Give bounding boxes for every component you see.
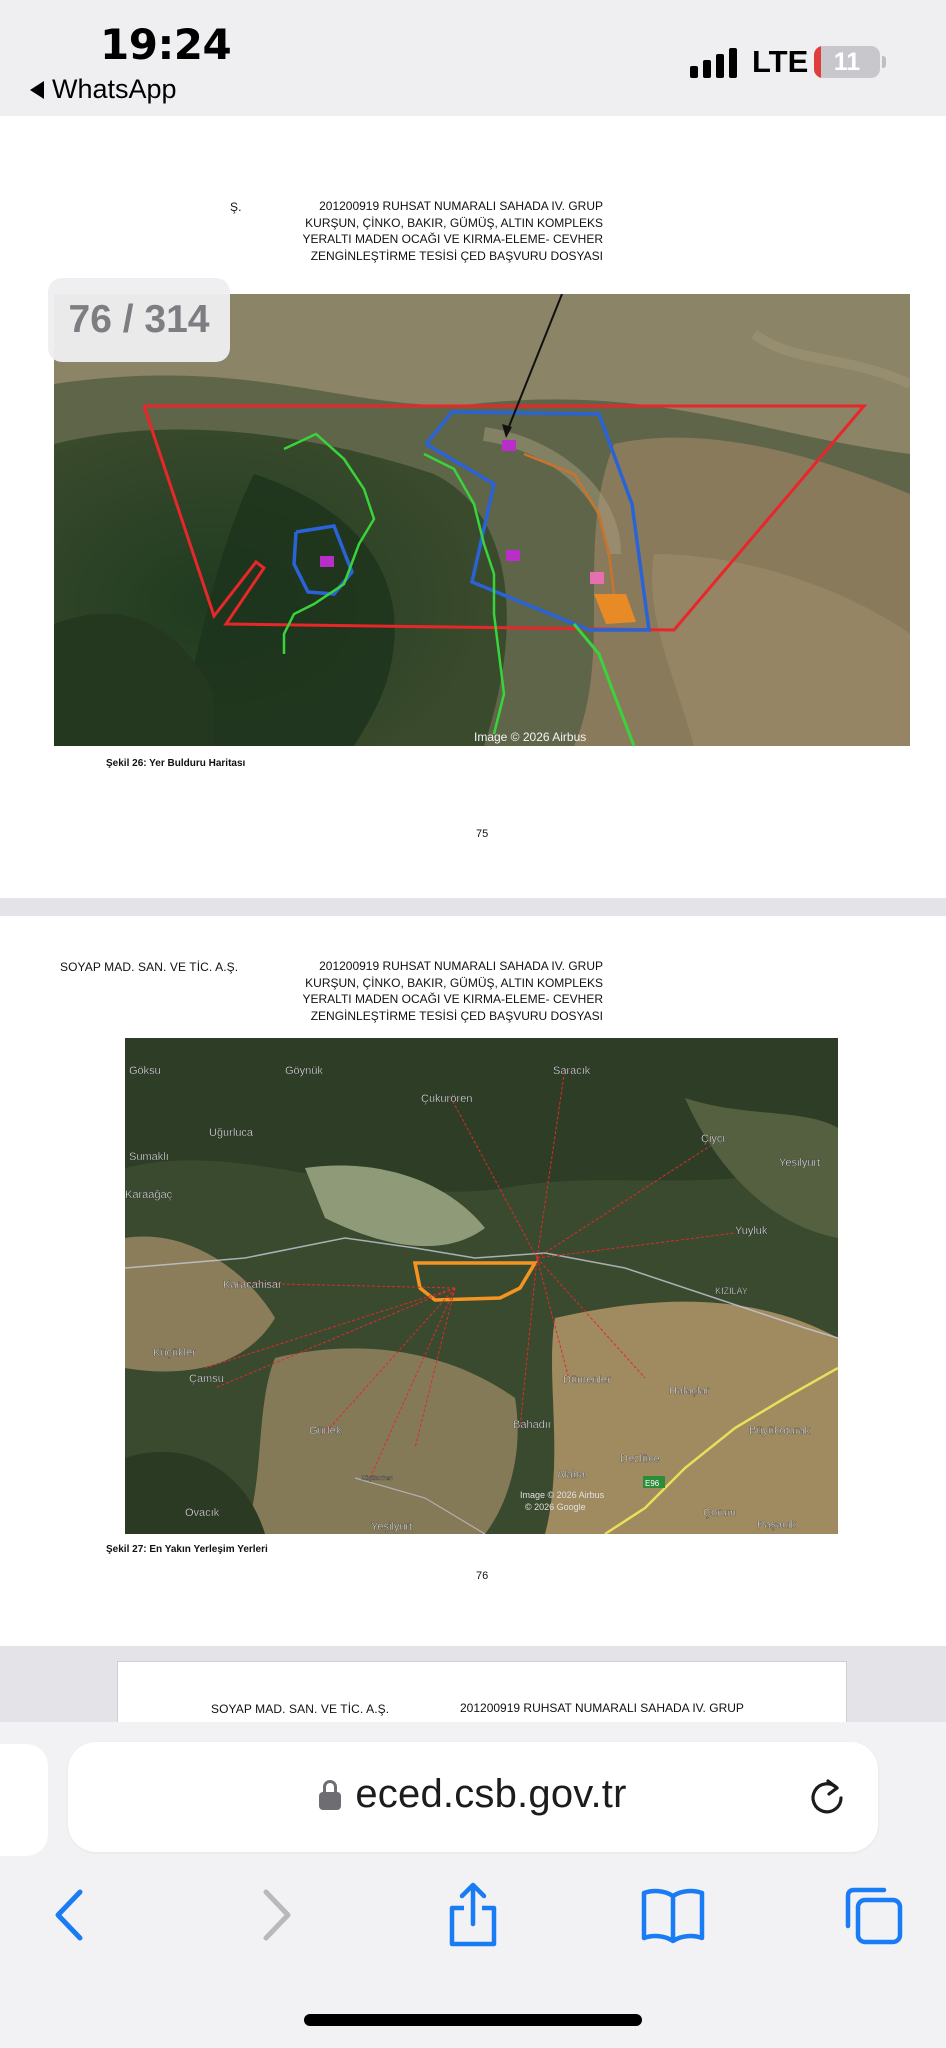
place-label: Küçükler — [153, 1347, 196, 1359]
header-title-line: 201200919 RUHSAT NUMARALI SAHADA IV. GRUP — [319, 199, 603, 213]
forward-icon[interactable] — [240, 1880, 310, 1950]
place-label: Halaçlar — [669, 1385, 710, 1397]
tabs-icon[interactable] — [838, 1880, 908, 1950]
road-label: KIZILAY — [715, 1286, 748, 1296]
cellular-signal-icon — [690, 46, 737, 78]
place-label: Yeşilyurt — [371, 1521, 413, 1533]
back-icon[interactable] — [36, 1880, 106, 1950]
header-title-line: YERALTI MADEN OCAĞI VE KIRMA-ELEME- CEVHER — [302, 232, 603, 246]
place-label: Karacahisar — [223, 1279, 282, 1291]
bookmarks-icon[interactable] — [638, 1880, 708, 1950]
battery-cap — [882, 56, 886, 68]
pdf-viewer[interactable] — [0, 116, 946, 1722]
place-label: Alaba — [557, 1469, 586, 1481]
place-label: Göynük — [285, 1065, 323, 1077]
place-label: Dümenler — [563, 1374, 611, 1386]
place-label: Çukurören — [421, 1093, 473, 1105]
previous-tab-peek[interactable] — [0, 1744, 48, 1856]
address-bar-content — [68, 1772, 878, 1817]
back-to-app-link[interactable] — [30, 74, 177, 105]
header-company-partial: Ş. — [230, 200, 242, 214]
page-counter: 76 / 314 — [48, 278, 230, 362]
battery-level: 11 — [833, 48, 861, 76]
header-title — [460, 1700, 744, 1717]
page-number: 75 — [476, 828, 489, 840]
share-icon[interactable] — [438, 1880, 508, 1950]
map-credit: © 2026 Google — [525, 1502, 586, 1512]
place-label: Yeşilyurt — [779, 1157, 821, 1169]
header-title-line: KURŞUN, ÇİNKO, BAKIR, GÜMÜŞ, ALTIN KOMPLEKS — [305, 975, 603, 990]
header-company: SOYAP MAD. SAN. VE TİC. A.Ş. — [211, 1702, 390, 1716]
page-number: 76 — [476, 1570, 489, 1582]
map-credit: Image © 2026 Airbus — [520, 1490, 605, 1500]
place-label: Göksu — [129, 1065, 161, 1077]
header-title-line: YERALTI MADEN OCAĞI VE KIRMA-ELEME- CEVHER — [302, 992, 603, 1006]
place-label: Yuyluk — [735, 1225, 768, 1237]
place-label: Büyükoturak — [749, 1425, 811, 1437]
reload-icon[interactable] — [806, 1776, 848, 1818]
status-bar — [0, 0, 946, 116]
back-app-label: WhatsApp — [52, 74, 177, 104]
place-label: Karaağaç — [125, 1189, 173, 1201]
pdf-page-76 — [0, 916, 946, 1646]
network-type: LTE — [752, 44, 809, 79]
clock: 19:24 — [100, 20, 232, 69]
header-title-line: ZENGİNLEŞTİRME TESİSİ ÇED BAŞVURU DOSYASI — [310, 1008, 603, 1023]
figure-caption: Şekil 26: Yer Bulduru Haritası — [106, 758, 246, 769]
header-title — [303, 198, 604, 264]
url-text: eced.csb.gov.tr — [355, 1772, 627, 1816]
place-label: Çorum — [703, 1507, 737, 1519]
header-title — [303, 958, 604, 1024]
place-label: Dezlüce — [620, 1453, 660, 1465]
pdf-page-75 — [0, 158, 946, 898]
place-label: Saracık — [553, 1065, 591, 1077]
header-title-line: KURŞUN, ÇİNKO, BAKIR, GÜMÜŞ, ALTIN KOMPLEKS — [305, 215, 603, 230]
header-title-line: 201200919 RUHSAT NUMARALI SAHADA IV. GRUP — [319, 959, 603, 973]
header-title-line: ZENGİNLEŞTİRME TESİSİ ÇED BAŞVURU DOSYASI — [310, 248, 603, 263]
place-label: Uğurluca — [209, 1127, 254, 1139]
place-label: Sumaklı — [129, 1151, 169, 1163]
map-credit: Image © 2026 Airbus — [474, 730, 587, 744]
lock-icon — [319, 1780, 341, 1810]
home-indicator[interactable] — [304, 2014, 642, 2026]
satellite-map-settlements — [125, 1038, 838, 1534]
back-triangle-icon — [30, 81, 44, 99]
header-company: SOYAP MAD. SAN. VE TİC. A.Ş. — [60, 960, 239, 974]
address-bar[interactable] — [68, 1742, 878, 1852]
place-label: Gürlek — [309, 1425, 342, 1437]
pdf-page-77 — [118, 1662, 846, 1722]
place-label: Bahadır — [513, 1419, 552, 1431]
browser-bottom-bar — [0, 1722, 946, 2048]
place-label: Çiyçi — [701, 1133, 725, 1145]
figure-caption: Şekil 27: En Yakın Yerleşim Yerleri — [106, 1544, 268, 1555]
place-label: Çamsu — [189, 1373, 224, 1385]
place-label: Paşacık — [757, 1519, 797, 1531]
battery-icon — [814, 46, 880, 78]
road-shield: E96 — [645, 1479, 660, 1488]
place-label: Küçükorhan — [361, 1476, 394, 1482]
place-label: Ovacık — [185, 1507, 220, 1519]
header-title-line: 201200919 RUHSAT NUMARALI SAHADA IV. GRUP — [460, 1701, 744, 1715]
